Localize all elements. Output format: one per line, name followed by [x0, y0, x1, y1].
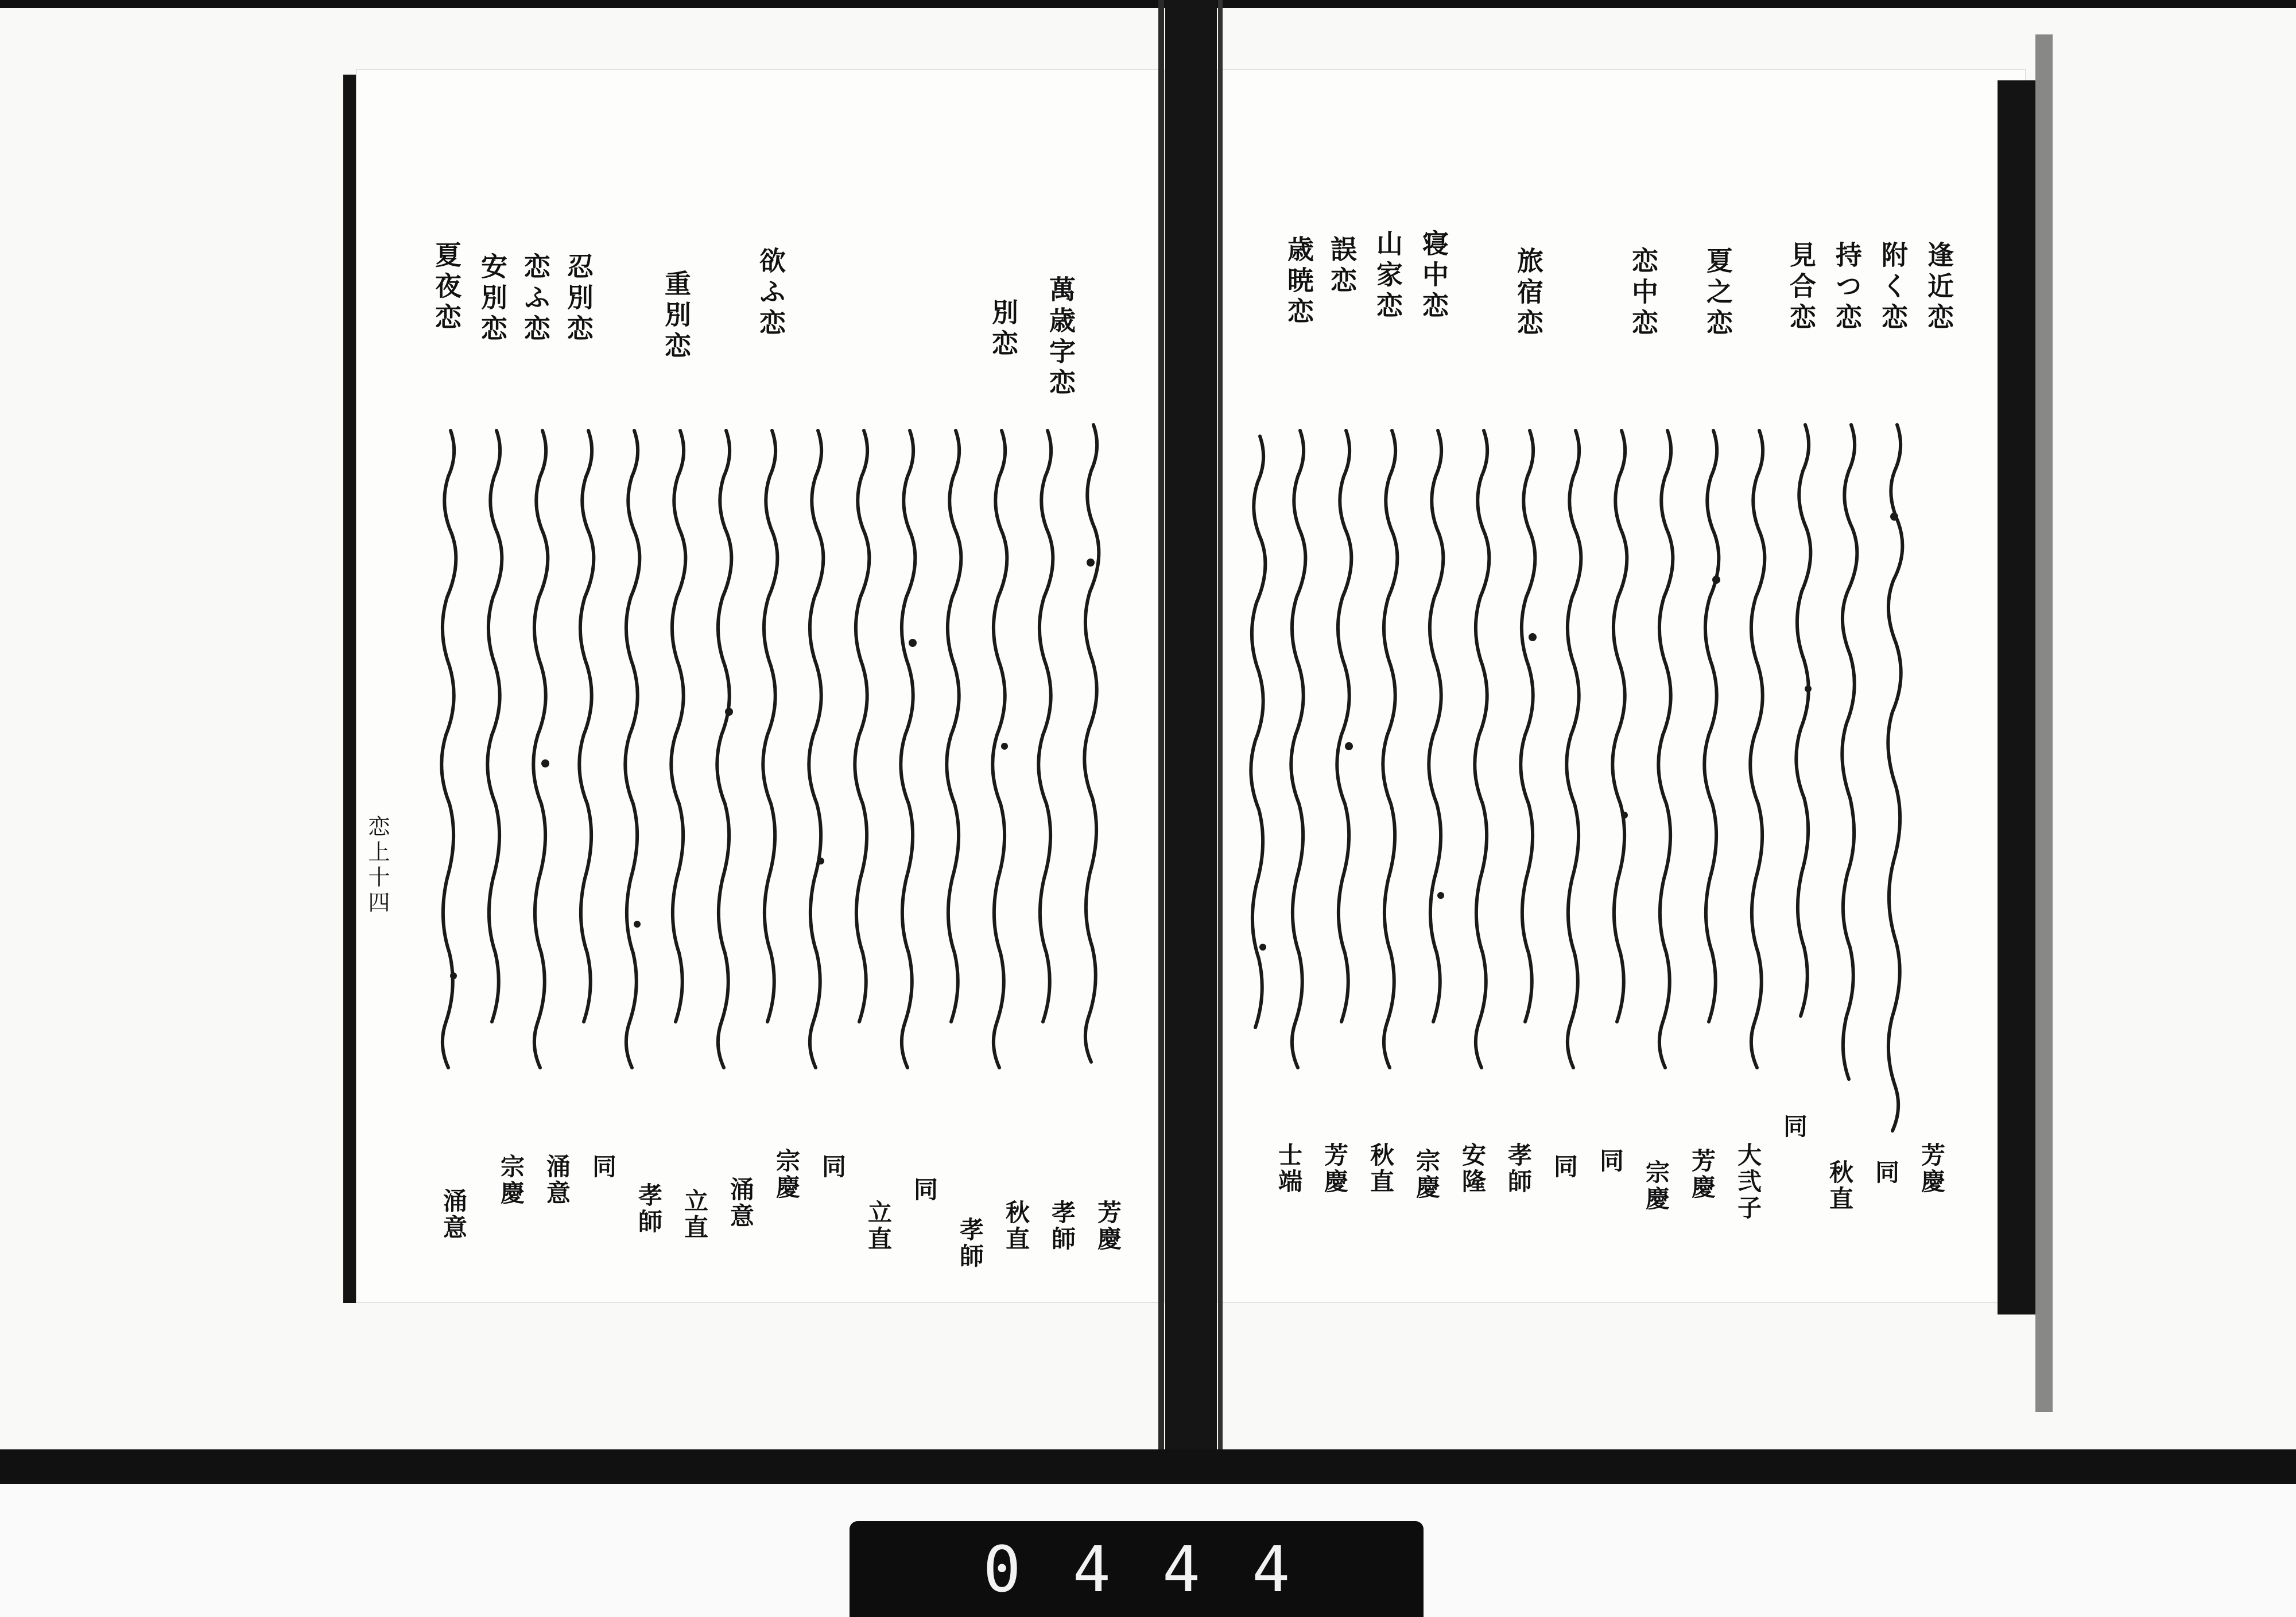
- left-author-14: 宗慶: [497, 1154, 525, 1207]
- right-author-10: 孝師: [1504, 1142, 1533, 1195]
- left-author-15: 涌意: [440, 1188, 468, 1241]
- right-heading-12: 山家恋: [1372, 230, 1403, 323]
- left-heading-9: 重別恋: [661, 270, 692, 363]
- right-heading-15: 歳暁恋: [1283, 235, 1314, 328]
- right-author-9: 同: [1550, 1154, 1578, 1180]
- right-author-12: 宗慶: [1413, 1148, 1441, 1201]
- page-folio: 恋上十四: [364, 815, 390, 916]
- right-author-15: 士端: [1275, 1142, 1303, 1195]
- right-heading-13: 誤恋: [1327, 235, 1358, 297]
- right-heading-7: 恋中恋: [1628, 247, 1659, 340]
- right-author-14: 芳慶: [1321, 1142, 1349, 1195]
- right-heading-11: 寝中恋: [1418, 230, 1449, 323]
- left-heading-14: 安別恋: [477, 253, 508, 346]
- right-author-1: 芳慶: [1918, 1142, 1946, 1195]
- left-author-11: 孝師: [635, 1182, 663, 1235]
- left-author-9: 涌意: [727, 1177, 755, 1230]
- right-heading-1: 逢近恋: [1923, 241, 1954, 334]
- right-author-11: 安隆: [1459, 1142, 1487, 1195]
- right-author-3: 秋直: [1826, 1160, 1854, 1212]
- left-heading-2: 別恋: [988, 298, 1019, 360]
- left-author-1: 芳慶: [1094, 1200, 1122, 1253]
- scanner-top-border: [0, 0, 2296, 8]
- left-heading-11: 忍別恋: [563, 253, 594, 346]
- right-author-5: 大弐子: [1734, 1142, 1762, 1222]
- left-author-4: 孝師: [956, 1217, 984, 1270]
- film-bottom-band: [0, 1449, 2296, 1484]
- right-author-8: 同: [1596, 1148, 1624, 1174]
- left-author-8: 宗慶: [773, 1148, 801, 1201]
- right-heading-3: 持つ恋: [1832, 241, 1863, 334]
- right-author-2: 同: [1872, 1160, 1900, 1186]
- left-heading-15: 夏夜恋: [431, 241, 462, 334]
- right-author-4: 同: [1780, 1114, 1808, 1140]
- left-author-12: 同: [589, 1154, 617, 1180]
- left-author-6: 立直: [864, 1200, 893, 1253]
- right-heading-9: 旅宿恋: [1513, 247, 1544, 340]
- right-page-edge: [1998, 80, 2035, 1314]
- left-author-13: 涌意: [543, 1154, 571, 1207]
- left-heading-1: 萬歳字恋: [1045, 276, 1076, 400]
- frame-number-tab: [850, 1521, 1424, 1617]
- right-page-shadow: [2035, 34, 2053, 1412]
- binding-edge-right: [1218, 0, 1223, 1458]
- left-author-10: 立直: [681, 1188, 709, 1241]
- right-author-6: 芳慶: [1688, 1148, 1716, 1201]
- right-author-7: 宗慶: [1642, 1160, 1670, 1212]
- left-heading-13: 恋ふ恋: [520, 253, 551, 346]
- book-binding-gutter: [1165, 0, 1217, 1458]
- left-author-5: 同: [910, 1177, 938, 1203]
- left-heading-5: 欲ふ恋: [755, 247, 786, 340]
- frame-number-text: 0444: [983, 1532, 1342, 1606]
- right-heading-5: 夏之恋: [1702, 247, 1733, 340]
- left-author-3: 秋直: [1002, 1200, 1030, 1253]
- right-heading-2: 附く恋: [1878, 241, 1909, 334]
- binding-edge-left: [1158, 0, 1164, 1458]
- right-author-13: 秋直: [1367, 1142, 1395, 1195]
- right-heading-4: 見合恋: [1786, 241, 1817, 334]
- left-author-2: 孝師: [1048, 1200, 1076, 1253]
- left-author-7: 同: [819, 1154, 847, 1180]
